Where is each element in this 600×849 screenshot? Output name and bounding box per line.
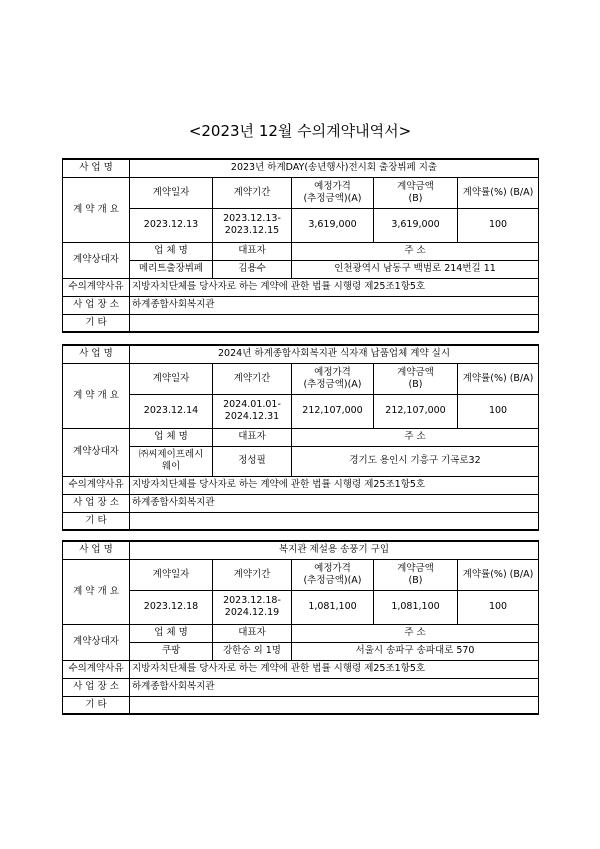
location-label: 사 업 장 소 (63, 678, 130, 696)
location-label: 사 업 장 소 (63, 494, 130, 512)
contract-overview-label: 계 약 개 요 (63, 363, 130, 428)
est-price-value: 1,081,100 (292, 590, 374, 624)
contract-table-2 (62, 344, 539, 531)
contract-period-value: 2023.12.18- 2024.12.19 (213, 590, 292, 624)
contract-table-3 (62, 540, 539, 715)
project-name-label: 사 업 명 (63, 159, 130, 177)
contract-rate-value: 100 (458, 208, 539, 242)
representative-value: 강한승 외 1명 (213, 642, 292, 660)
etc-value (130, 314, 539, 332)
counterparty-label: 계약상대자 (63, 428, 130, 476)
contract-table-1 (62, 158, 539, 333)
project-name-label: 사 업 명 (63, 541, 130, 559)
etc-label: 기 타 (63, 696, 130, 714)
reason-label: 수의계약사유 (63, 476, 130, 494)
contract-date-header: 계약일자 (130, 559, 213, 590)
address-value: 경기도 용인시 기흥구 기곡로32 (292, 446, 539, 476)
location-value: 하계종합사회복지관 (130, 494, 539, 512)
counterparty-label: 계약상대자 (63, 624, 130, 660)
company-name-value: ㈜씨제이프레시 웨이 (130, 446, 213, 476)
company-name-header: 업 체 명 (130, 242, 213, 260)
contract-amount-value: 212,107,000 (374, 394, 458, 428)
counterparty-label: 계약상대자 (63, 242, 130, 278)
company-name-value: 메리트출장뷔페 (130, 260, 213, 278)
etc-label: 기 타 (63, 314, 130, 332)
contract-date-value: 2023.12.13 (130, 208, 213, 242)
contract-period-header: 계약기간 (213, 177, 292, 208)
reason-value: 지방자치단체를 당사자로 하는 계약에 관한 법률 시행령 제25조1항5호 (130, 278, 539, 296)
address-value: 서울시 송파구 송파대로 570 (292, 642, 539, 660)
est-price-header: 예정가격 (추정금액)(A) (292, 177, 374, 208)
project-name-value: 2023년 하계DAY(송년행사)전시회 출장뷔페 지출 (130, 159, 539, 177)
location-value: 하계종합사회복지관 (130, 678, 539, 696)
contract-rate-value: 100 (458, 590, 539, 624)
representative-header: 대표자 (213, 242, 292, 260)
location-value: 하계종합사회복지관 (130, 296, 539, 314)
contract-period-value: 2024.01.01- 2024.12.31 (213, 394, 292, 428)
contract-period-value: 2023.12.13- 2023.12.15 (213, 208, 292, 242)
contract-date-header: 계약일자 (130, 363, 213, 394)
address-value: 인천광역시 남동구 백범로 214번길 11 (292, 260, 539, 278)
contract-amount-value: 1,081,100 (374, 590, 458, 624)
contract-rate-header: 계약률(%) (B/A) (458, 363, 539, 394)
contract-date-value: 2023.12.18 (130, 590, 213, 624)
company-name-header: 업 체 명 (130, 428, 213, 446)
project-name-value: 복지관 제설용 송풍기 구입 (130, 541, 539, 559)
contract-amount-header: 계약금액 (B) (374, 177, 458, 208)
document-title: <2023년 12월 수의계약내역서> (188, 122, 412, 140)
est-price-value: 3,619,000 (292, 208, 374, 242)
contract-amount-value: 3,619,000 (374, 208, 458, 242)
project-name-value: 2024년 하계종합사회복지관 식자재 납품업체 계약 실시 (130, 345, 539, 363)
reason-value: 지방자치단체를 당사자로 하는 계약에 관한 법률 시행령 제25조1항5호 (130, 660, 539, 678)
reason-value: 지방자치단체를 당사자로 하는 계약에 관한 법률 시행령 제25조1항5호 (130, 476, 539, 494)
etc-value (130, 512, 539, 530)
contract-overview-label: 계 약 개 요 (63, 177, 130, 242)
address-header: 주 소 (292, 242, 539, 260)
etc-value (130, 696, 539, 714)
reason-label: 수의계약사유 (63, 278, 130, 296)
company-name-header: 업 체 명 (130, 624, 213, 642)
est-price-value: 212,107,000 (292, 394, 374, 428)
project-name-label: 사 업 명 (63, 345, 130, 363)
address-header: 주 소 (292, 624, 539, 642)
est-price-header: 예정가격 (추정금액)(A) (292, 559, 374, 590)
contract-rate-value: 100 (458, 394, 539, 428)
etc-label: 기 타 (63, 512, 130, 530)
contract-period-header: 계약기간 (213, 559, 292, 590)
representative-header: 대표자 (213, 624, 292, 642)
contract-amount-header: 계약금액 (B) (374, 559, 458, 590)
contract-rate-header: 계약률(%) (B/A) (458, 177, 539, 208)
est-price-header: 예정가격 (추정금액)(A) (292, 363, 374, 394)
contract-date-value: 2023.12.14 (130, 394, 213, 428)
contract-rate-header: 계약률(%) (B/A) (458, 559, 539, 590)
contract-overview-label: 계 약 개 요 (63, 559, 130, 624)
address-header: 주 소 (292, 428, 539, 446)
representative-header: 대표자 (213, 428, 292, 446)
contract-amount-header: 계약금액 (B) (374, 363, 458, 394)
reason-label: 수의계약사유 (63, 660, 130, 678)
company-name-value: 쿠팡 (130, 642, 213, 660)
representative-value: 김용수 (213, 260, 292, 278)
location-label: 사 업 장 소 (63, 296, 130, 314)
representative-value: 정성필 (213, 446, 292, 476)
contract-date-header: 계약일자 (130, 177, 213, 208)
contract-period-header: 계약기간 (213, 363, 292, 394)
